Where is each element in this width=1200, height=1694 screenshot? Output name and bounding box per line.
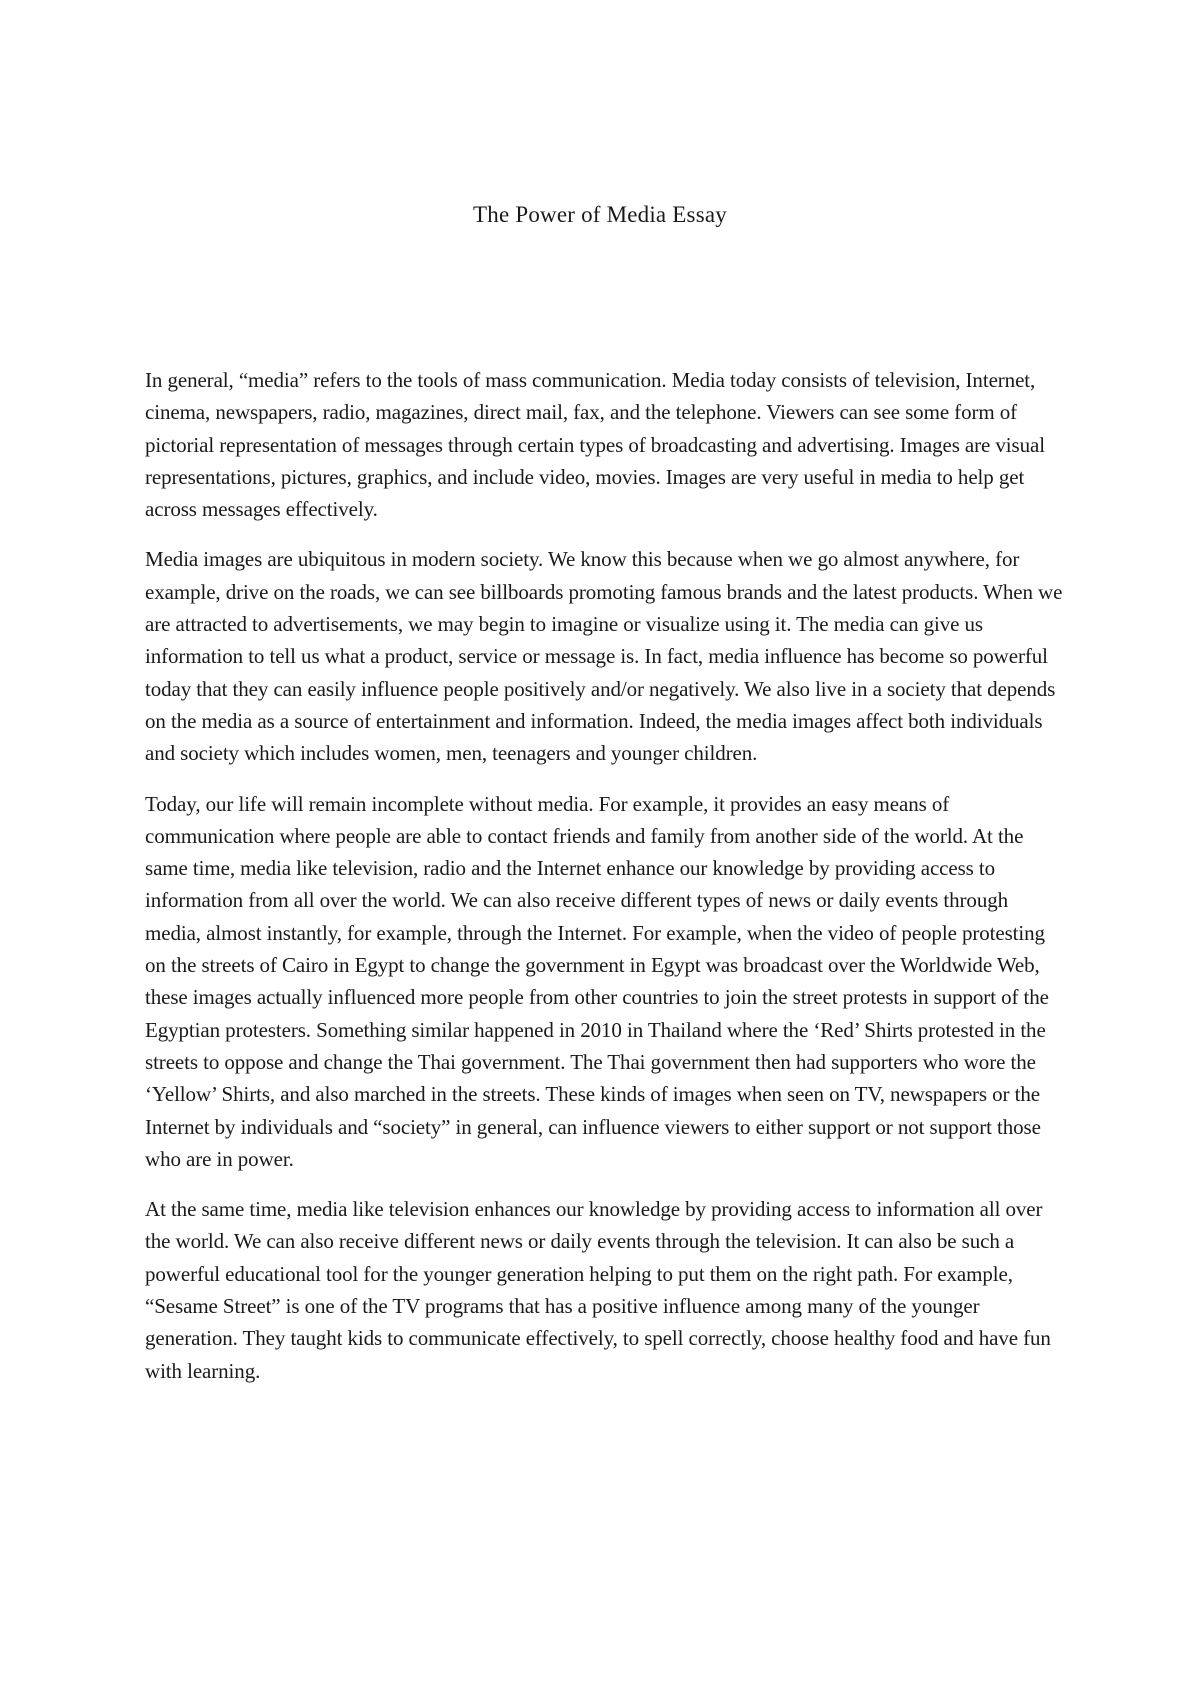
document-title: The Power of Media Essay: [473, 202, 727, 227]
paragraph-1: In general, “media” refers to the tools of mass communication. Media today consists of television, Internet, cinema, newspapers, radio, magazines, direct mail, fax, and the telephone. Viewers can see some form of pictorial representation of messages through certain types of broadcasting and advertising. Images are visual representations, pictures, graphics, and include video, movies. Images are very useful in media to help get across messages effectively.: [145, 368, 1045, 522]
paragraph-3: Today, our life will remain incomplete without media. For example, it provides an easy means of communication where people are able to contact friends and family from another side of the world. At the same time, media like television, radio and the Internet enhance our knowledge by providing access to information from all over the world. We can also receive different types of news or daily events through media, almost instantly, for example, through the Internet. For example, when the video of people protesting on the streets of Cairo in Egypt to change the government in Egypt was broadcast over the Worldwide Web, these images actually influenced more people from other countries to join the street protests in support of the Egyptian protesters. Something similar happened in 2010 in Thailand where the ‘Red’ Shirts protested in the streets to oppose and change the Thai government. The Thai government then had supporters who wore the ‘Yellow’ Shirts, and also marched in the streets. These kinds of images when seen on TV, newspapers or the Internet by individuals and “society” in general, can influence viewers to either support or not support those who are in power.: [145, 791, 1049, 1171]
paragraph-2: Media images are ubiquitous in modern society. We know this because when we go almost anywhere, for example, drive on the roads, we can see billboards promoting famous brands and the latest products. When we are attracted to advertisements, we may begin to imagine or visualize using it. The media can give us information to tell us what a product, service or message is. In fact, media influence has become so powerful today that they can easily influence people positively and/or negatively. We also live in a society that depends on the media as a source of entertainment and information. Indeed, the media images affect both individuals and society which includes women, men, teenagers and younger children.: [145, 547, 1063, 766]
document-body: [145, 364, 1065, 1405]
paragraph-4: At the same time, media like television enhances our knowledge by providing access to information all over the world. We can also receive different news or daily events through the television. It can also be such a powerful educational tool for the younger generation helping to put them on the right path. For example, “Sesame Street” is one of the TV programs that has a positive influence among many of the younger generation. They taught kids to communicate effectively, to spell correctly, choose healthy food and have fun with learning.: [145, 1197, 1051, 1383]
